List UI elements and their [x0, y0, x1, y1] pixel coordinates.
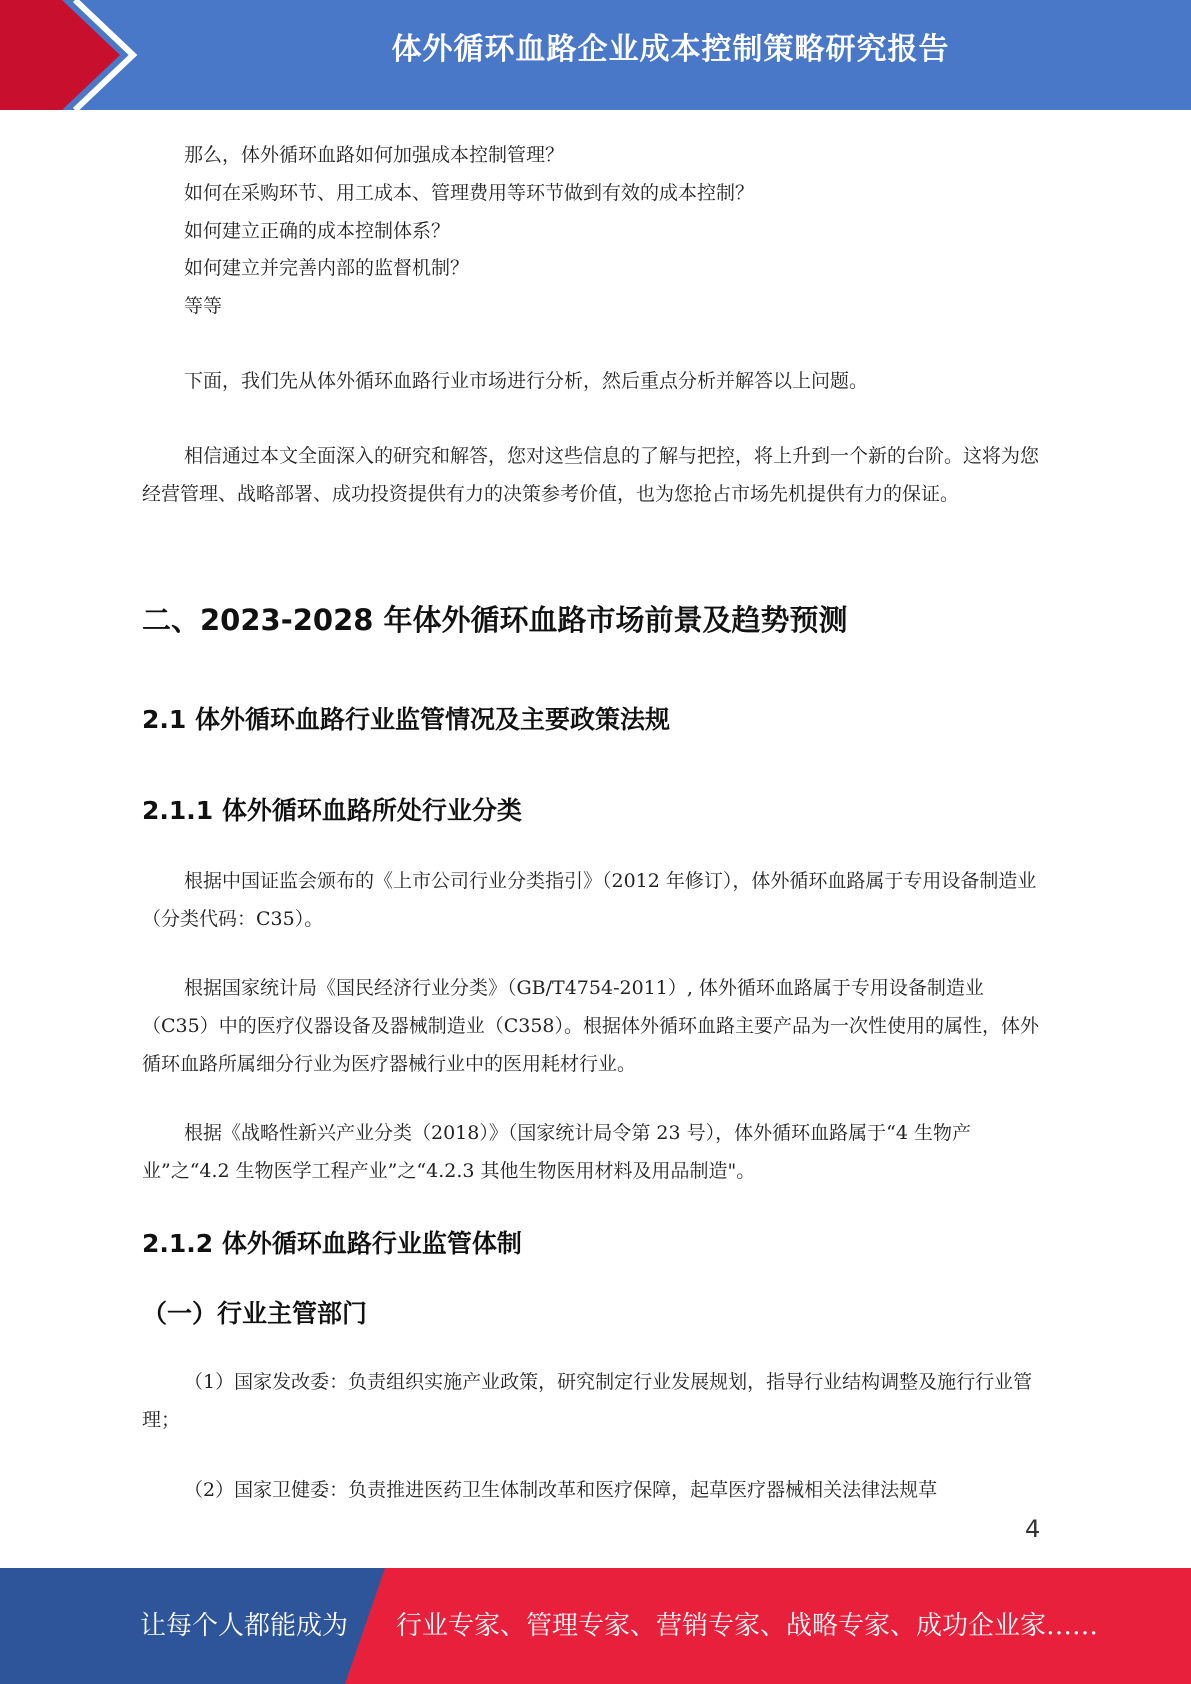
page-number: 4 [1025, 1515, 1041, 1543]
classification-paragraph-1: 根据中国证监会颁布的《上市公司行业分类指引》（2012 年修订），体外循环血路属于专用设备制造业（分类代码：C35）。 [142, 870, 1037, 930]
regulator-item-1: （1）国家发改委：负责组织实施产业政策，研究制定行业发展规划，指导行业结构调整及施行行业管理； [142, 1371, 1033, 1431]
intro-paragraph-2: 相信通过本文全面深入的研究和解答，您对这些信息的了解与把控，将上升到一个新的台阶。这将为您经营管理、战略部署、成功投资提供有力的决策参考价值，也为您抢占市场先机提供有力的保证。 [142, 445, 1040, 505]
question-2: 如何在采购环节、用工成本、管理费用等环节做到有效的成本控制？ [184, 182, 755, 204]
footer-slogan-right: 行业专家、管理专家、营销专家、战略专家、成功企业家…… [396, 1611, 1099, 1641]
header-arrow-icon [0, 0, 160, 110]
section-2-heading: 二、2023-2028 年体外循环血路市场前景及趋势预测 [142, 603, 848, 637]
intro-paragraph-1: 下面，我们先从体外循环血路行业市场进行分析，然后重点分析并解答以上问题。 [184, 370, 869, 392]
section-2-1-heading: 2.1 体外循环血路行业监管情况及主要政策法规 [142, 705, 670, 734]
report-title: 体外循环血路企业成本控制策略研究报告 [391, 32, 950, 67]
regulator-item-2: （2）国家卫健委：负责推进医药卫生体制改革和医疗保障，起草医疗器械相关法律法规草 [184, 1479, 938, 1501]
section-2-1-1-heading: 2.1.1 体外循环血路所处行业分类 [142, 796, 522, 825]
page-header [0, 0, 1191, 110]
classification-paragraph-2: 根据国家统计局《国民经济行业分类》（GB/T4754-2011）, 体外循环血路属于专用设备制造业（C35）中的医疗仪器设备及器械制造业（C358）。根据体外循环血路主要产品为一次性使用的属性，体外循环血路所属细分行业为医疗器械行业中的医用耗材行业。 [142, 977, 1040, 1075]
question-3: 如何建立正确的成本控制体系？ [184, 220, 451, 242]
question-etc: 等等 [184, 295, 223, 317]
question-4: 如何建立并完善内部的监督机制？ [184, 257, 470, 279]
subsection-1-heading: （一）行业主管部门 [142, 1299, 368, 1328]
page-footer [0, 1568, 1191, 1684]
question-1: 那么，体外循环血路如何加强成本控制管理？ [184, 144, 565, 166]
footer-slogan-left: 让每个人都能成为 [140, 1611, 349, 1641]
classification-paragraph-3: 根据《战略性新兴产业分类（2018）》（国家统计局令第 23 号），体外循环血路属于“4 生物产业”之“4.2 生物医学工程产业”之“4.2.3 其他生物医用材料及用品制造"。 [142, 1122, 971, 1182]
section-2-1-2-heading: 2.1.2 体外循环血路行业监管体制 [142, 1229, 522, 1258]
